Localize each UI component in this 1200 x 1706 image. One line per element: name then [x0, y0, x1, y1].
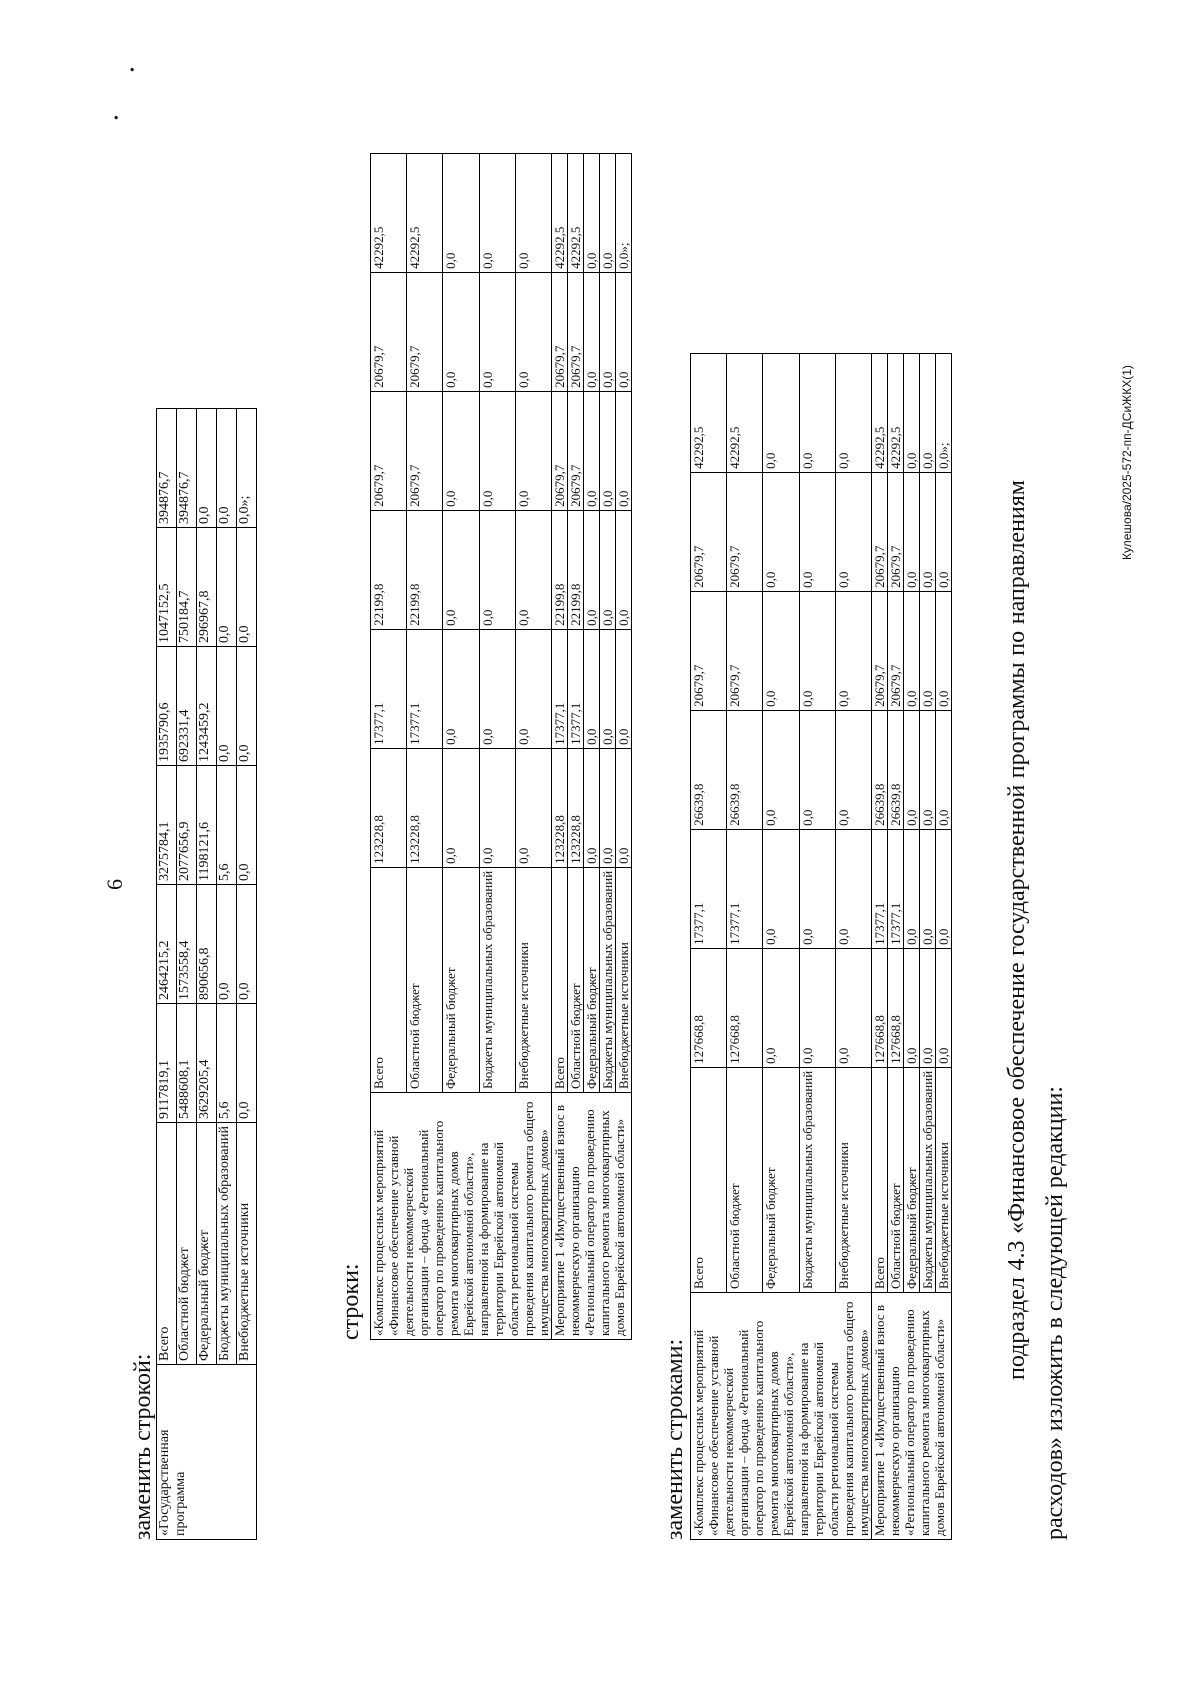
funding-source-cell: Внебюджетные источники — [237, 1123, 257, 1365]
amount-cell: 0,0 — [835, 472, 871, 591]
amount-cell: 42292,5 — [552, 153, 568, 272]
amount-cell: 0,0 — [237, 766, 257, 885]
amount-cell: 20679,7 — [872, 472, 888, 591]
amount-cell: 0,0 — [904, 948, 920, 1067]
amount-cell: 0,0 — [763, 948, 799, 1067]
funding-source-cell: Областной бюджет — [888, 1067, 904, 1292]
table-row — [872, 353, 888, 1539]
amount-cell: 17377,1 — [727, 829, 763, 948]
amount-cell: 0,0»; — [237, 409, 257, 528]
amount-cell: 42292,5 — [691, 353, 727, 472]
amount-cell: 0,0 — [920, 829, 936, 948]
amount-cell: 0,0 — [443, 391, 479, 510]
amount-cell: 0,0 — [443, 510, 479, 629]
amount-cell: 0,0 — [479, 272, 515, 391]
funding-source-cell: Областной бюджет — [407, 867, 443, 1092]
amount-cell: 692331,4 — [177, 647, 197, 766]
amount-cell: 750184,7 — [177, 528, 197, 647]
amount-cell: 127668,8 — [872, 948, 888, 1067]
amount-cell: 123228,8 — [407, 748, 443, 867]
amount-cell: 26639,8 — [691, 710, 727, 829]
amount-cell: 20679,7 — [568, 391, 584, 510]
amount-cell: 0,0 — [835, 591, 871, 710]
funding-source-cell: Бюджеты муниципальных образований — [920, 1067, 936, 1292]
amount-cell: 0,0 — [600, 629, 616, 748]
amount-cell: 20679,7 — [691, 472, 727, 591]
amount-cell: 0,0 — [584, 629, 600, 748]
amount-cell: 0,0 — [936, 948, 952, 1067]
funding-source-cell: Бюджеты муниципальных образований — [217, 1123, 237, 1365]
amount-cell: 0,0 — [217, 409, 237, 528]
replace-lines-label: заменить строками: — [662, 1338, 688, 1540]
amount-cell: 0,0 — [920, 353, 936, 472]
amount-cell: 0,0 — [217, 647, 237, 766]
state-program-table — [156, 408, 257, 1540]
amount-cell: 0,0 — [217, 528, 237, 647]
amount-cell: 0,0 — [799, 948, 835, 1067]
amount-cell: 0,0 — [584, 510, 600, 629]
amount-cell: 0,0 — [799, 710, 835, 829]
scan-mark: • — [126, 67, 141, 72]
amount-cell: 20679,7 — [371, 391, 407, 510]
amount-cell: 20679,7 — [568, 272, 584, 391]
amount-cell: 0,0 — [904, 710, 920, 829]
funding-source-cell: Бюджеты муниципальных образований — [600, 867, 616, 1092]
old-lines-table — [370, 153, 632, 1340]
measure-name-cell: «Комплекс процессных мероприятий «Финансовое обеспечение уставной деятельности некоммерческой организации – фонда «Региональный оператор по проведению капитального ремонта многоквартирных домов Еврейской автономной области», направленной на формирование на территории Еврейской автономной области региональной системы проведения капитального ремонта общего имущества многоквартирных домов» — [691, 1293, 872, 1540]
amount-cell: 0,0 — [763, 353, 799, 472]
amount-cell: 1573558,4 — [177, 885, 197, 1004]
amount-cell: 0,0 — [763, 591, 799, 710]
replace-line-label: заменить строкой: — [130, 1353, 156, 1540]
amount-cell: 0,0 — [600, 510, 616, 629]
amount-cell: 0,0 — [600, 748, 616, 867]
amount-cell: 0,0 — [799, 829, 835, 948]
amount-cell: 0,0 — [443, 629, 479, 748]
funding-source-cell: Всего — [371, 867, 407, 1092]
document-footer-code: Кулешова/2025-572-пп-ДСиЖКХ(1) — [1120, 365, 1134, 560]
amount-cell: 0,0 — [479, 629, 515, 748]
funding-source-cell: Областной бюджет — [568, 867, 584, 1092]
amount-cell: 22199,8 — [407, 510, 443, 629]
amount-cell: 1935790,6 — [157, 647, 177, 766]
funding-source-cell: Федеральный бюджет — [763, 1067, 799, 1292]
amount-cell: 0,0 — [584, 272, 600, 391]
amount-cell: 0,0 — [616, 629, 632, 748]
amount-cell: 394876,7 — [157, 409, 177, 528]
funding-source-cell: Бюджеты муниципальных образований — [479, 867, 515, 1092]
amount-cell: 0,0 — [479, 748, 515, 867]
amount-cell: 127668,8 — [727, 948, 763, 1067]
funding-source-cell: Всего — [157, 1123, 177, 1365]
amount-cell: 0,0 — [237, 885, 257, 1004]
amount-cell: 0,0 — [515, 510, 551, 629]
amount-cell: 17377,1 — [888, 829, 904, 948]
amount-cell: 123228,8 — [371, 748, 407, 867]
amount-cell: 20679,7 — [552, 391, 568, 510]
amount-cell: 1198121,6 — [197, 766, 217, 885]
amount-cell: 5,6 — [217, 766, 237, 885]
amount-cell: 123228,8 — [568, 748, 584, 867]
amount-cell: 0,0 — [936, 710, 952, 829]
funding-source-cell: Внебюджетные источники — [515, 867, 551, 1092]
amount-cell: 0,0 — [584, 153, 600, 272]
amount-cell: 0,0 — [584, 748, 600, 867]
amount-cell: 26639,8 — [727, 710, 763, 829]
amount-cell: 394876,7 — [177, 409, 197, 528]
amount-cell: 0,0 — [799, 472, 835, 591]
amount-cell: 20679,7 — [407, 272, 443, 391]
amount-cell: 42292,5 — [888, 353, 904, 472]
measure-name-cell: Мероприятие 1 «Имущественный взнос в некоммерческую организацию «Региональный оператор по проведению капитального ремонта многоквартирных домов Еврейской автономной области» — [872, 1293, 952, 1540]
amount-cell: 0,0 — [616, 272, 632, 391]
amount-cell: 0,0 — [584, 391, 600, 510]
amount-cell: 20679,7 — [727, 591, 763, 710]
amount-cell: 0,0 — [515, 272, 551, 391]
amount-cell: 3629205,4 — [197, 1004, 217, 1123]
amount-cell: 123228,8 — [552, 748, 568, 867]
funding-source-cell: Внебюджетные источники — [936, 1067, 952, 1292]
amount-cell: 0,0»; — [616, 153, 632, 272]
amount-cell: 42292,5 — [407, 153, 443, 272]
amount-cell: 0,0 — [904, 472, 920, 591]
amount-cell: 20679,7 — [371, 272, 407, 391]
amount-cell: 127668,8 — [691, 948, 727, 1067]
amount-cell: 17377,1 — [691, 829, 727, 948]
amount-cell: 0,0 — [763, 829, 799, 948]
amount-cell: 42292,5 — [371, 153, 407, 272]
amount-cell: 0,0 — [600, 272, 616, 391]
amount-cell: 22199,8 — [552, 510, 568, 629]
amount-cell: 0,0 — [835, 353, 871, 472]
table-row — [157, 409, 177, 1540]
amount-cell: 0,0 — [763, 710, 799, 829]
amount-cell: 0,0 — [515, 748, 551, 867]
amount-cell: 2464215,2 — [157, 885, 177, 1004]
amount-cell: 0,0 — [217, 885, 237, 1004]
amount-cell: 17377,1 — [568, 629, 584, 748]
subsection-paragraph: подраздел 4.3 «Финансовое обеспечение государственной программы по направлениям расходов» изложить в следующей редакции: — [1004, 480, 1068, 1540]
amount-cell: 0,0 — [443, 272, 479, 391]
page-number: 6 — [102, 879, 127, 890]
amount-cell: 0,0 — [600, 153, 616, 272]
amount-cell: 0,0»; — [936, 353, 952, 472]
amount-cell: 0,0 — [600, 391, 616, 510]
funding-source-cell: Областной бюджет — [727, 1067, 763, 1292]
funding-source-cell: Бюджеты муниципальных образований — [799, 1067, 835, 1292]
amount-cell: 0,0 — [443, 153, 479, 272]
funding-source-cell: Всего — [872, 1067, 888, 1292]
amount-cell: 20679,7 — [552, 272, 568, 391]
amount-cell: 42292,5 — [727, 353, 763, 472]
amount-cell: 17377,1 — [872, 829, 888, 948]
amount-cell: 890656,8 — [197, 885, 217, 1004]
amount-cell: 26639,8 — [888, 710, 904, 829]
program-name-cell: «Государственная программа — [157, 1365, 257, 1540]
amount-cell: 0,0 — [616, 510, 632, 629]
amount-cell: 0,0 — [936, 472, 952, 591]
amount-cell: 42292,5 — [568, 153, 584, 272]
amount-cell: 1243459,2 — [197, 647, 217, 766]
amount-cell: 5,6 — [217, 1004, 237, 1123]
amount-cell: 0,0 — [616, 391, 632, 510]
amount-cell: 0,0 — [443, 748, 479, 867]
amount-cell: 0,0 — [904, 829, 920, 948]
lines-label: строки: — [338, 1263, 364, 1340]
amount-cell: 127668,8 — [888, 948, 904, 1067]
amount-cell: 0,0 — [237, 647, 257, 766]
amount-cell: 0,0 — [904, 353, 920, 472]
amount-cell: 0,0 — [835, 710, 871, 829]
amount-cell: 0,0 — [835, 829, 871, 948]
amount-cell: 0,0 — [515, 629, 551, 748]
amount-cell: 20679,7 — [727, 472, 763, 591]
amount-cell: 17377,1 — [407, 629, 443, 748]
amount-cell: 3275784,1 — [157, 766, 177, 885]
amount-cell: 0,0 — [920, 948, 936, 1067]
amount-cell: 0,0 — [237, 528, 257, 647]
amount-cell: 0,0 — [936, 591, 952, 710]
new-lines-table — [690, 353, 952, 1540]
amount-cell: 0,0 — [904, 591, 920, 710]
amount-cell: 0,0 — [920, 710, 936, 829]
amount-cell: 22199,8 — [568, 510, 584, 629]
table-row — [552, 153, 568, 1339]
amount-cell: 0,0 — [799, 353, 835, 472]
amount-cell: 0,0 — [515, 153, 551, 272]
amount-cell: 20679,7 — [691, 591, 727, 710]
measure-name-cell: «Комплекс процессных мероприятий «Финансовое обеспечение уставной деятельности некоммерческой организации – фонда «Региональный оператор по проведению капитального ремонта многоквартирных домов Еврейской автономной области», направленной на формирование на территории Еврейской автономной области региональной системы проведения капитального ремонта общего имущества многоквартирных домов» — [371, 1093, 552, 1340]
amount-cell: 0,0 — [936, 829, 952, 948]
funding-source-cell: Внебюджетные источники — [616, 867, 632, 1092]
amount-cell: 20679,7 — [888, 472, 904, 591]
funding-source-cell: Федеральный бюджет — [904, 1067, 920, 1292]
funding-source-cell: Федеральный бюджет — [197, 1123, 217, 1365]
amount-cell: 0,0 — [920, 472, 936, 591]
amount-cell: 26639,8 — [872, 710, 888, 829]
amount-cell: 0,0 — [616, 748, 632, 867]
amount-cell: 42292,5 — [872, 353, 888, 472]
amount-cell: 5488608,1 — [177, 1004, 197, 1123]
funding-source-cell: Областной бюджет — [177, 1123, 197, 1365]
amount-cell: 0,0 — [515, 391, 551, 510]
amount-cell: 0,0 — [197, 409, 217, 528]
amount-cell: 20679,7 — [872, 591, 888, 710]
amount-cell: 0,0 — [920, 591, 936, 710]
amount-cell: 2077656,9 — [177, 766, 197, 885]
amount-cell: 296967,8 — [197, 528, 217, 647]
funding-source-cell: Внебюджетные источники — [835, 1067, 871, 1292]
funding-source-cell: Всего — [552, 867, 568, 1092]
amount-cell: 20679,7 — [888, 591, 904, 710]
rotated-document-page — [30, 30, 1150, 1680]
amount-cell: 17377,1 — [371, 629, 407, 748]
amount-cell: 0,0 — [479, 391, 515, 510]
scan-mark: • — [110, 115, 125, 120]
table-row — [371, 153, 407, 1339]
funding-source-cell: Федеральный бюджет — [584, 867, 600, 1092]
measure-name-cell: Мероприятие 1 «Имущественный взнос в некоммерческую организацию «Региональный оператор по проведению капитального ремонта многоквартирных домов Еврейской автономной области» — [552, 1093, 632, 1340]
amount-cell: 0,0 — [479, 510, 515, 629]
amount-cell: 0,0 — [835, 948, 871, 1067]
amount-cell: 17377,1 — [552, 629, 568, 748]
funding-source-cell: Всего — [691, 1067, 727, 1292]
amount-cell: 1047152,5 — [157, 528, 177, 647]
funding-source-cell: Федеральный бюджет — [443, 867, 479, 1092]
amount-cell: 0,0 — [479, 153, 515, 272]
amount-cell: 0,0 — [237, 1004, 257, 1123]
amount-cell: 9117819,1 — [157, 1004, 177, 1123]
table-row — [691, 353, 727, 1539]
amount-cell: 0,0 — [763, 472, 799, 591]
amount-cell: 22199,8 — [371, 510, 407, 629]
amount-cell: 0,0 — [799, 591, 835, 710]
amount-cell: 20679,7 — [407, 391, 443, 510]
